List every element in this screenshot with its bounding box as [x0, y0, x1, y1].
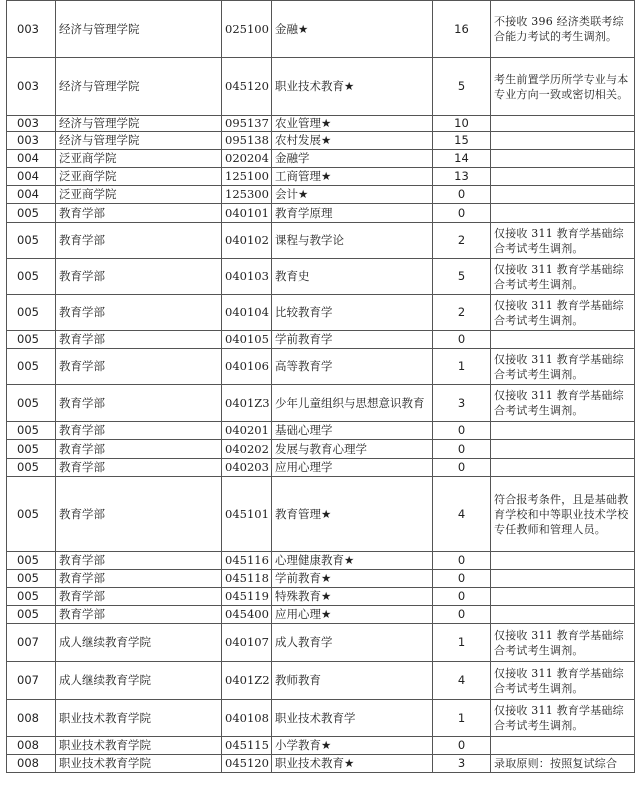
school-code-cell: 005 [7, 204, 56, 223]
major-name-cell: 教育史 [272, 259, 433, 295]
remark-cell [491, 186, 635, 204]
remark-cell: 符合报考条件，且是基础教育学校和中等职业技术学校专任教师和管理人员。 [491, 477, 635, 552]
quota-count-cell: 0 [433, 606, 491, 624]
quota-count-cell: 1 [433, 624, 491, 662]
school-code-cell: 005 [7, 422, 56, 440]
major-code-cell: 040108 [222, 700, 272, 737]
remark-cell [491, 737, 635, 755]
table-row [7, 295, 635, 331]
table-row [7, 349, 635, 385]
school-name-cell: 泛亚商学院 [56, 168, 222, 186]
major-name-cell: 心理健康教育★ [272, 552, 433, 570]
major-code-cell: 125300 [222, 186, 272, 204]
quota-count-cell: 2 [433, 295, 491, 331]
major-code-cell: 0401Z3 [222, 385, 272, 422]
major-name-cell: 应用心理学 [272, 459, 433, 477]
major-name-cell: 金融学 [272, 150, 433, 168]
school-code-cell: 005 [7, 331, 56, 349]
remark-cell [491, 570, 635, 588]
major-name-cell: 职业技术教育学 [272, 700, 433, 737]
major-code-cell: 025100 [222, 1, 272, 58]
major-name-cell: 应用心理★ [272, 606, 433, 624]
school-code-cell: 003 [7, 1, 56, 58]
remark-cell: 仅接收 311 教育学基础综合考试考生调剂。 [491, 662, 635, 700]
remark-cell [491, 116, 635, 132]
school-code-cell: 005 [7, 588, 56, 606]
school-code-cell: 005 [7, 223, 56, 259]
quota-count-cell: 0 [433, 186, 491, 204]
school-name-cell: 经济与管理学院 [56, 1, 222, 58]
school-code-cell: 007 [7, 662, 56, 700]
major-code-cell: 045400 [222, 606, 272, 624]
school-name-cell: 成人继续教育学院 [56, 624, 222, 662]
table-row [7, 186, 635, 204]
school-name-cell: 教育学部 [56, 552, 222, 570]
major-name-cell: 学前教育★ [272, 570, 433, 588]
table-row [7, 459, 635, 477]
quota-count-cell: 0 [433, 440, 491, 459]
table-row [7, 588, 635, 606]
table-row [7, 440, 635, 459]
major-name-cell: 基础心理学 [272, 422, 433, 440]
major-name-cell: 农业管理★ [272, 116, 433, 132]
table-row [7, 204, 635, 223]
quota-count-cell: 0 [433, 588, 491, 606]
school-name-cell: 职业技术教育学院 [56, 737, 222, 755]
school-name-cell: 经济与管理学院 [56, 116, 222, 132]
school-name-cell: 教育学部 [56, 459, 222, 477]
remark-cell [491, 552, 635, 570]
quota-count-cell: 0 [433, 570, 491, 588]
table-row [7, 624, 635, 662]
major-name-cell: 职业技术教育★ [272, 755, 433, 773]
remark-cell [491, 588, 635, 606]
quota-count-cell: 3 [433, 385, 491, 422]
major-code-cell: 045116 [222, 552, 272, 570]
major-name-cell: 小学教育★ [272, 737, 433, 755]
school-code-cell: 007 [7, 624, 56, 662]
quota-count-cell: 0 [433, 331, 491, 349]
remark-cell: 考生前置学历所学专业与本专业方向一致或密切相关。 [491, 58, 635, 116]
table-row [7, 58, 635, 116]
quota-count-cell: 5 [433, 58, 491, 116]
quota-count-cell: 5 [433, 259, 491, 295]
remark-cell [491, 150, 635, 168]
quota-count-cell: 0 [433, 552, 491, 570]
remark-cell [491, 204, 635, 223]
major-code-cell: 045120 [222, 755, 272, 773]
school-code-cell: 004 [7, 186, 56, 204]
major-code-cell: 125100 [222, 168, 272, 186]
table-row [7, 168, 635, 186]
school-name-cell: 经济与管理学院 [56, 132, 222, 150]
school-name-cell: 经济与管理学院 [56, 58, 222, 116]
quota-count-cell: 1 [433, 700, 491, 737]
table-row [7, 150, 635, 168]
major-name-cell: 金融★ [272, 1, 433, 58]
major-name-cell: 比较教育学 [272, 295, 433, 331]
school-code-cell: 005 [7, 349, 56, 385]
school-name-cell: 教育学部 [56, 295, 222, 331]
major-code-cell: 020204 [222, 150, 272, 168]
remark-cell: 录取原则：按照复试综合 [491, 755, 635, 773]
major-code-cell: 040203 [222, 459, 272, 477]
school-name-cell: 教育学部 [56, 259, 222, 295]
major-name-cell: 农村发展★ [272, 132, 433, 150]
major-name-cell: 工商管理★ [272, 168, 433, 186]
major-code-cell: 040201 [222, 422, 272, 440]
major-name-cell: 教师教育 [272, 662, 433, 700]
school-name-cell: 教育学部 [56, 349, 222, 385]
school-name-cell: 职业技术教育学院 [56, 755, 222, 773]
quota-count-cell: 1 [433, 349, 491, 385]
school-code-cell: 008 [7, 737, 56, 755]
table-row [7, 331, 635, 349]
major-name-cell: 特殊教育★ [272, 588, 433, 606]
major-code-cell: 045118 [222, 570, 272, 588]
table-row [7, 700, 635, 737]
major-name-cell: 学前教育学 [272, 331, 433, 349]
school-code-cell: 005 [7, 459, 56, 477]
school-name-cell: 成人继续教育学院 [56, 662, 222, 700]
major-code-cell: 095137 [222, 116, 272, 132]
major-name-cell: 发展与教育心理学 [272, 440, 433, 459]
quota-count-cell: 10 [433, 116, 491, 132]
major-name-cell: 课程与教学论 [272, 223, 433, 259]
school-code-cell: 005 [7, 259, 56, 295]
school-name-cell: 教育学部 [56, 570, 222, 588]
table-row [7, 1, 635, 58]
table-row [7, 385, 635, 422]
major-name-cell: 教育管理★ [272, 477, 433, 552]
remark-cell [491, 440, 635, 459]
school-code-cell: 003 [7, 132, 56, 150]
table-row [7, 552, 635, 570]
major-code-cell: 040104 [222, 295, 272, 331]
major-code-cell: 040103 [222, 259, 272, 295]
major-name-cell: 少年儿童组织与思想意识教育 [272, 385, 433, 422]
table-row [7, 477, 635, 552]
remark-cell: 仅接收 311 教育学基础综合考试考生调剂。 [491, 295, 635, 331]
school-name-cell: 职业技术教育学院 [56, 700, 222, 737]
quota-count-cell: 3 [433, 755, 491, 773]
school-name-cell: 教育学部 [56, 422, 222, 440]
quota-count-cell: 15 [433, 132, 491, 150]
school-code-cell: 005 [7, 385, 56, 422]
remark-cell: 不接收 396 经济类联考综合能力考试的考生调剂。 [491, 1, 635, 58]
remark-cell [491, 331, 635, 349]
major-name-cell: 高等教育学 [272, 349, 433, 385]
school-code-cell: 008 [7, 700, 56, 737]
major-code-cell: 040105 [222, 331, 272, 349]
remark-cell [491, 422, 635, 440]
school-name-cell: 教育学部 [56, 477, 222, 552]
major-code-cell: 040106 [222, 349, 272, 385]
table-row [7, 737, 635, 755]
school-name-cell: 教育学部 [56, 606, 222, 624]
school-name-cell: 教育学部 [56, 223, 222, 259]
school-name-cell: 泛亚商学院 [56, 150, 222, 168]
school-name-cell: 教育学部 [56, 204, 222, 223]
table-row [7, 662, 635, 700]
remark-cell: 仅接收 311 教育学基础综合考试考生调剂。 [491, 624, 635, 662]
school-name-cell: 教育学部 [56, 331, 222, 349]
major-code-cell: 040101 [222, 204, 272, 223]
school-code-cell: 005 [7, 570, 56, 588]
major-code-cell: 0401Z2 [222, 662, 272, 700]
remark-cell: 仅接收 311 教育学基础综合考试考生调剂。 [491, 349, 635, 385]
table-row [7, 116, 635, 132]
school-code-cell: 008 [7, 755, 56, 773]
school-name-cell: 教育学部 [56, 588, 222, 606]
quota-count-cell: 16 [433, 1, 491, 58]
table-row [7, 606, 635, 624]
school-code-cell: 005 [7, 552, 56, 570]
major-code-cell: 040102 [222, 223, 272, 259]
table-row [7, 422, 635, 440]
school-code-cell: 005 [7, 606, 56, 624]
major-code-cell: 040202 [222, 440, 272, 459]
major-name-cell: 职业技术教育★ [272, 58, 433, 116]
major-code-cell: 045115 [222, 737, 272, 755]
quota-count-cell: 0 [433, 737, 491, 755]
table-body [7, 1, 635, 773]
school-name-cell: 教育学部 [56, 440, 222, 459]
remark-cell: 仅接收 311 教育学基础综合考试考生调剂。 [491, 223, 635, 259]
school-code-cell: 004 [7, 150, 56, 168]
major-name-cell: 成人教育学 [272, 624, 433, 662]
quota-count-cell: 2 [433, 223, 491, 259]
quota-count-cell: 4 [433, 662, 491, 700]
remark-cell [491, 132, 635, 150]
major-code-cell: 045101 [222, 477, 272, 552]
quota-count-cell: 13 [433, 168, 491, 186]
school-code-cell: 003 [7, 116, 56, 132]
major-name-cell: 会计★ [272, 186, 433, 204]
school-code-cell: 003 [7, 58, 56, 116]
school-code-cell: 005 [7, 440, 56, 459]
school-code-cell: 004 [7, 168, 56, 186]
quota-count-cell: 14 [433, 150, 491, 168]
quota-count-cell: 0 [433, 204, 491, 223]
table-row [7, 132, 635, 150]
school-name-cell: 泛亚商学院 [56, 186, 222, 204]
remark-cell: 仅接收 311 教育学基础综合考试考生调剂。 [491, 259, 635, 295]
remark-cell: 仅接收 311 教育学基础综合考试考生调剂。 [491, 385, 635, 422]
major-code-cell: 095138 [222, 132, 272, 150]
table-row [7, 755, 635, 773]
remark-cell [491, 459, 635, 477]
remark-cell [491, 606, 635, 624]
quota-count-cell: 0 [433, 459, 491, 477]
adjustment-table [6, 0, 635, 773]
school-code-cell: 005 [7, 295, 56, 331]
major-code-cell: 045120 [222, 58, 272, 116]
remark-cell [491, 168, 635, 186]
table-row [7, 223, 635, 259]
school-name-cell: 教育学部 [56, 385, 222, 422]
school-code-cell: 005 [7, 477, 56, 552]
quota-count-cell: 4 [433, 477, 491, 552]
quota-count-cell: 0 [433, 422, 491, 440]
major-name-cell: 教育学原理 [272, 204, 433, 223]
remark-cell: 仅接收 311 教育学基础综合考试考生调剂。 [491, 700, 635, 737]
major-code-cell: 040107 [222, 624, 272, 662]
table-row [7, 570, 635, 588]
major-code-cell: 045119 [222, 588, 272, 606]
table-row [7, 259, 635, 295]
